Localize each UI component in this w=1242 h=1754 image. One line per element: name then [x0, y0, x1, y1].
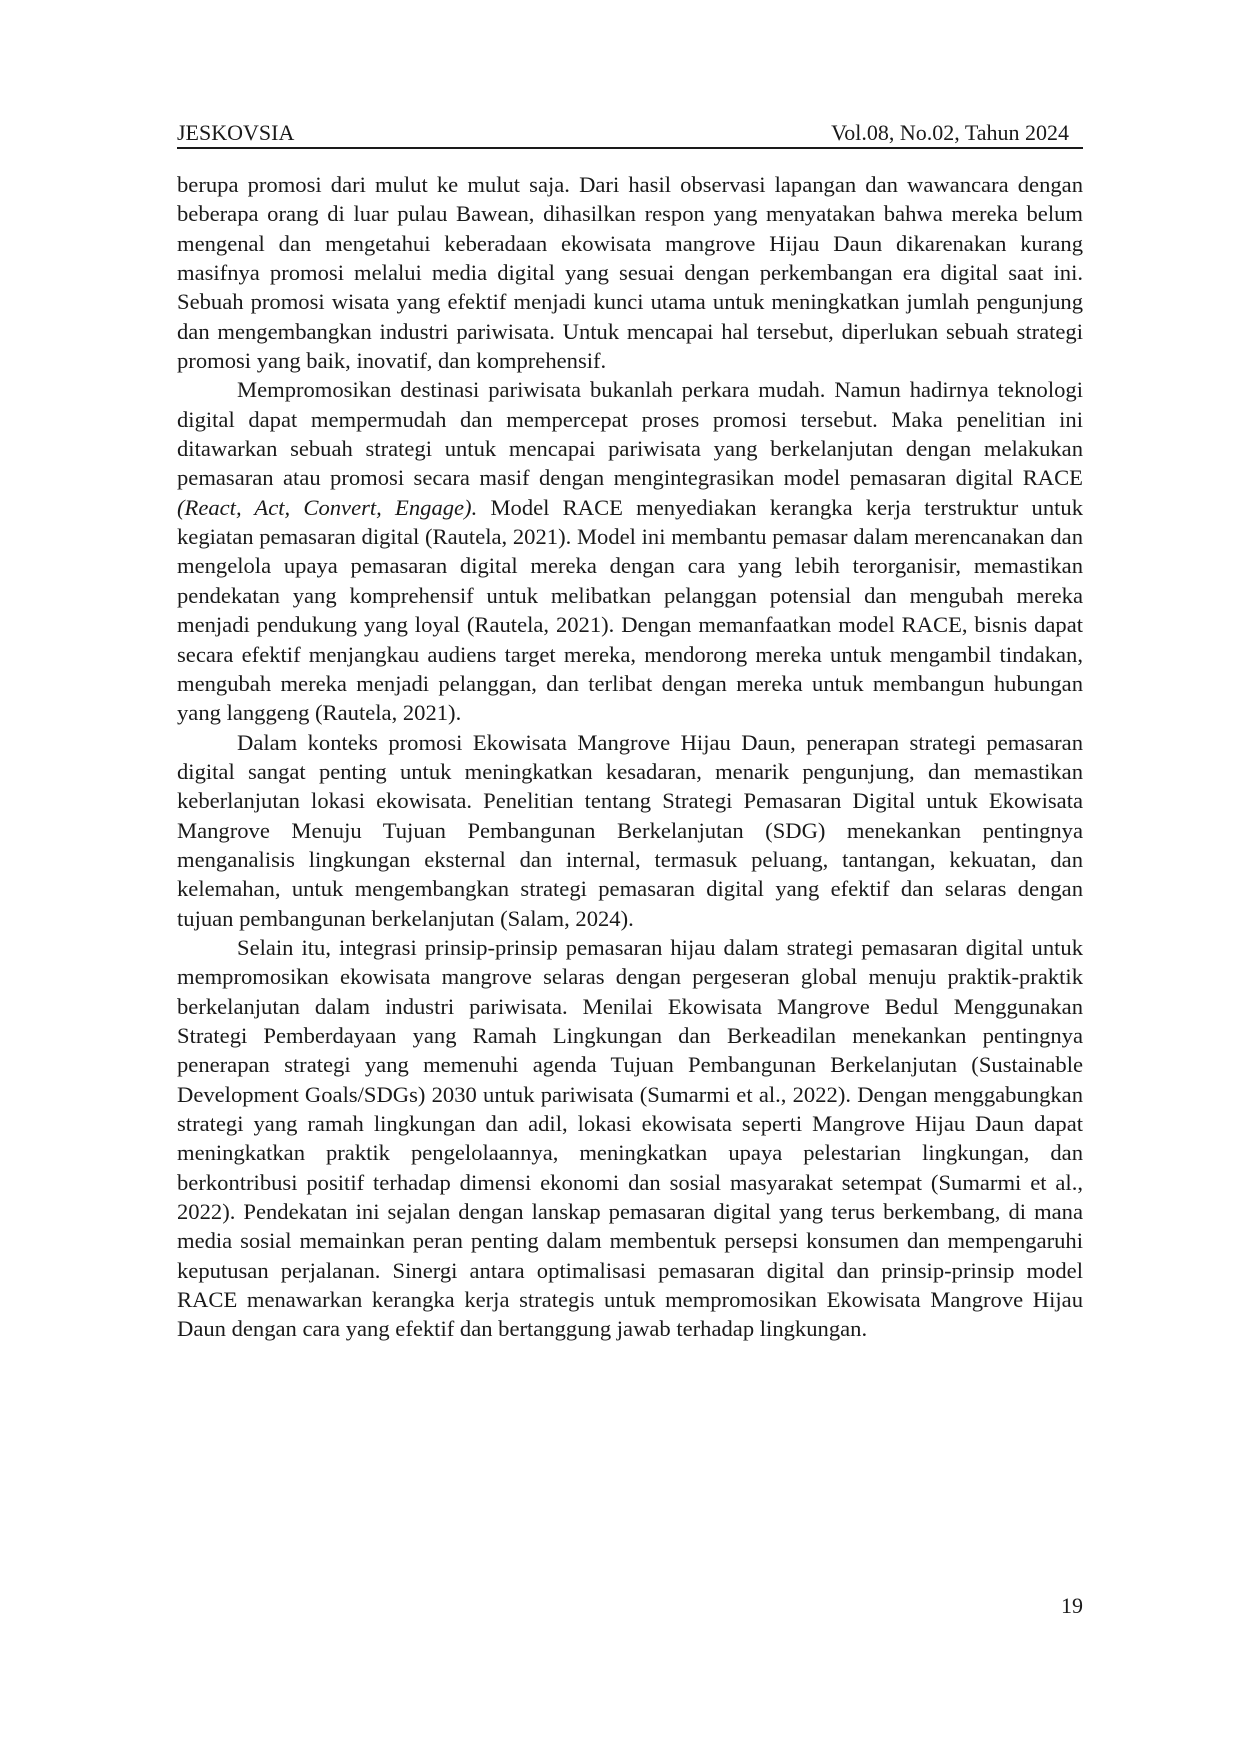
volume-info: Vol.08, No.02, Tahun 2024: [831, 120, 1069, 145]
paragraph-2-text-a: Mempromosikan destinasi pariwisata bukanlah perkara mudah. Namun hadirnya teknologi digital dapat mempermudah dan mempercepat proses promosi tersebut. Maka penelitian ini ditawarkan sebuah strategi untuk mencapai pariwisata yang berkelanjutan dengan melakukan pemasaran atau promosi secara masif dengan mengintegrasikan model pemasaran digital RACE: [177, 377, 1083, 491]
paragraph-2-text-b: Model RACE menyediakan kerangka kerja terstruktur untuk kegiatan pemasaran digital (Rautela, 2021). Model ini membantu pemasar dalam merencanakan dan mengelola upaya pemasaran digital mereka dengan cara yang lebih terorganisir, memastikan pendekatan yang komprehensif untuk melibatkan pelanggan potensial dan mengubah mereka menjadi pendukung yang loyal (Rautela, 2021). Dengan memanfaatkan model RACE, bisnis dapat secara efektif menjangkau audiens target mereka, mendorong mereka untuk mengambil tindakan, mengubah mereka menjadi pelanggan, dan terlibat dengan mereka untuk membangun hubungan yang langgeng (Rautela, 2021).: [177, 494, 1084, 726]
paragraph-2: [177, 375, 1083, 727]
journal-name: JESKOVSIA: [177, 120, 295, 145]
paragraph-4: Selain itu, integrasi prinsip-prinsip pemasaran hijau dalam strategi pemasaran digital untuk mempromosikan ekowisata mangrove selaras dengan pergeseran global menuju praktik-praktik berkelanjutan dalam industri pariwisata. Menilai Ekowisata Mangrove Bedul Menggunakan Strategi Pemberdayaan yang Ramah Lingkungan dan Berkeadilan menekankan pentingnya penerapan strategi yang memenuhi agenda Tujuan Pembangunan Berkelanjutan (Sustainable Development Goals/SDGs) 2030 untuk pariwisata (Sumarmi et al., 2022). Dengan menggabungkan strategi yang ramah lingkungan dan adil, lokasi ekowisata seperti Mangrove Hijau Daun dapat meningkatkan praktik pengelolaannya, meningkatkan upaya pelestarian lingkungan, dan berkontribusi positif terhadap dimensi ekonomi dan sosial masyarakat setempat (Sumarmi et al., 2022). Pendekatan ini sejalan dengan lanskap pemasaran digital yang terus berkembang, di mana media sosial memainkan peran penting dalam membentuk persepsi konsumen dan mempengaruhi keputusan perjalanan. Sinergi antara optimalisasi pemasaran digital dan prinsip-prinsip model RACE menawarkan kerangka kerja strategis untuk mempromosikan Ekowisata Mangrove Hijau Daun dengan cara yang efektif dan bertanggung jawab terhadap lingkungan.: [177, 934, 1083, 1342]
race-acronym-expansion: (React, Act, Convert, Engage).: [177, 494, 478, 520]
page-number: 19: [1061, 1593, 1083, 1618]
paragraph-1: berupa promosi dari mulut ke mulut saja. Dari hasil observasi lapangan dan wawancara dengan beberapa orang di luar pulau Bawean, dihasilkan respon yang menyatakan bahwa mereka belum mengenal dan mengetahui keberadaan ekowisata mangrove Hijau Daun dikarenakan kurang masifnya promosi melalui media digital yang sesuai dengan perkembangan era digital saat ini. Sebuah promosi wisata yang efektif menjadi kunci utama untuk meningkatkan jumlah pengunjung dan mengembangkan industri pariwisata. Untuk mencapai hal tersebut, diperlukan sebuah strategi promosi yang baik, inovatif, dan komprehensif.: [177, 172, 1083, 374]
body-text: [177, 170, 1083, 1344]
running-header: [177, 119, 1083, 149]
paragraph-3: Dalam konteks promosi Ekowisata Mangrove Hijau Daun, penerapan strategi pemasaran digital sangat penting untuk meningkatkan kesadaran, menarik pengunjung, dan memastikan keberlanjutan lokasi ekowisata. Penelitian tentang Strategi Pemasaran Digital untuk Ekowisata Mangrove Menuju Tujuan Pembangunan Berkelanjutan (SDG) menekankan pentingnya menganalisis lingkungan eksternal dan internal, termasuk peluang, tantangan, kekuatan, dan kelemahan, untuk mengembangkan strategi pemasaran digital yang efektif dan selaras dengan tujuan pembangunan berkelanjutan (Salam, 2024).: [177, 729, 1083, 931]
